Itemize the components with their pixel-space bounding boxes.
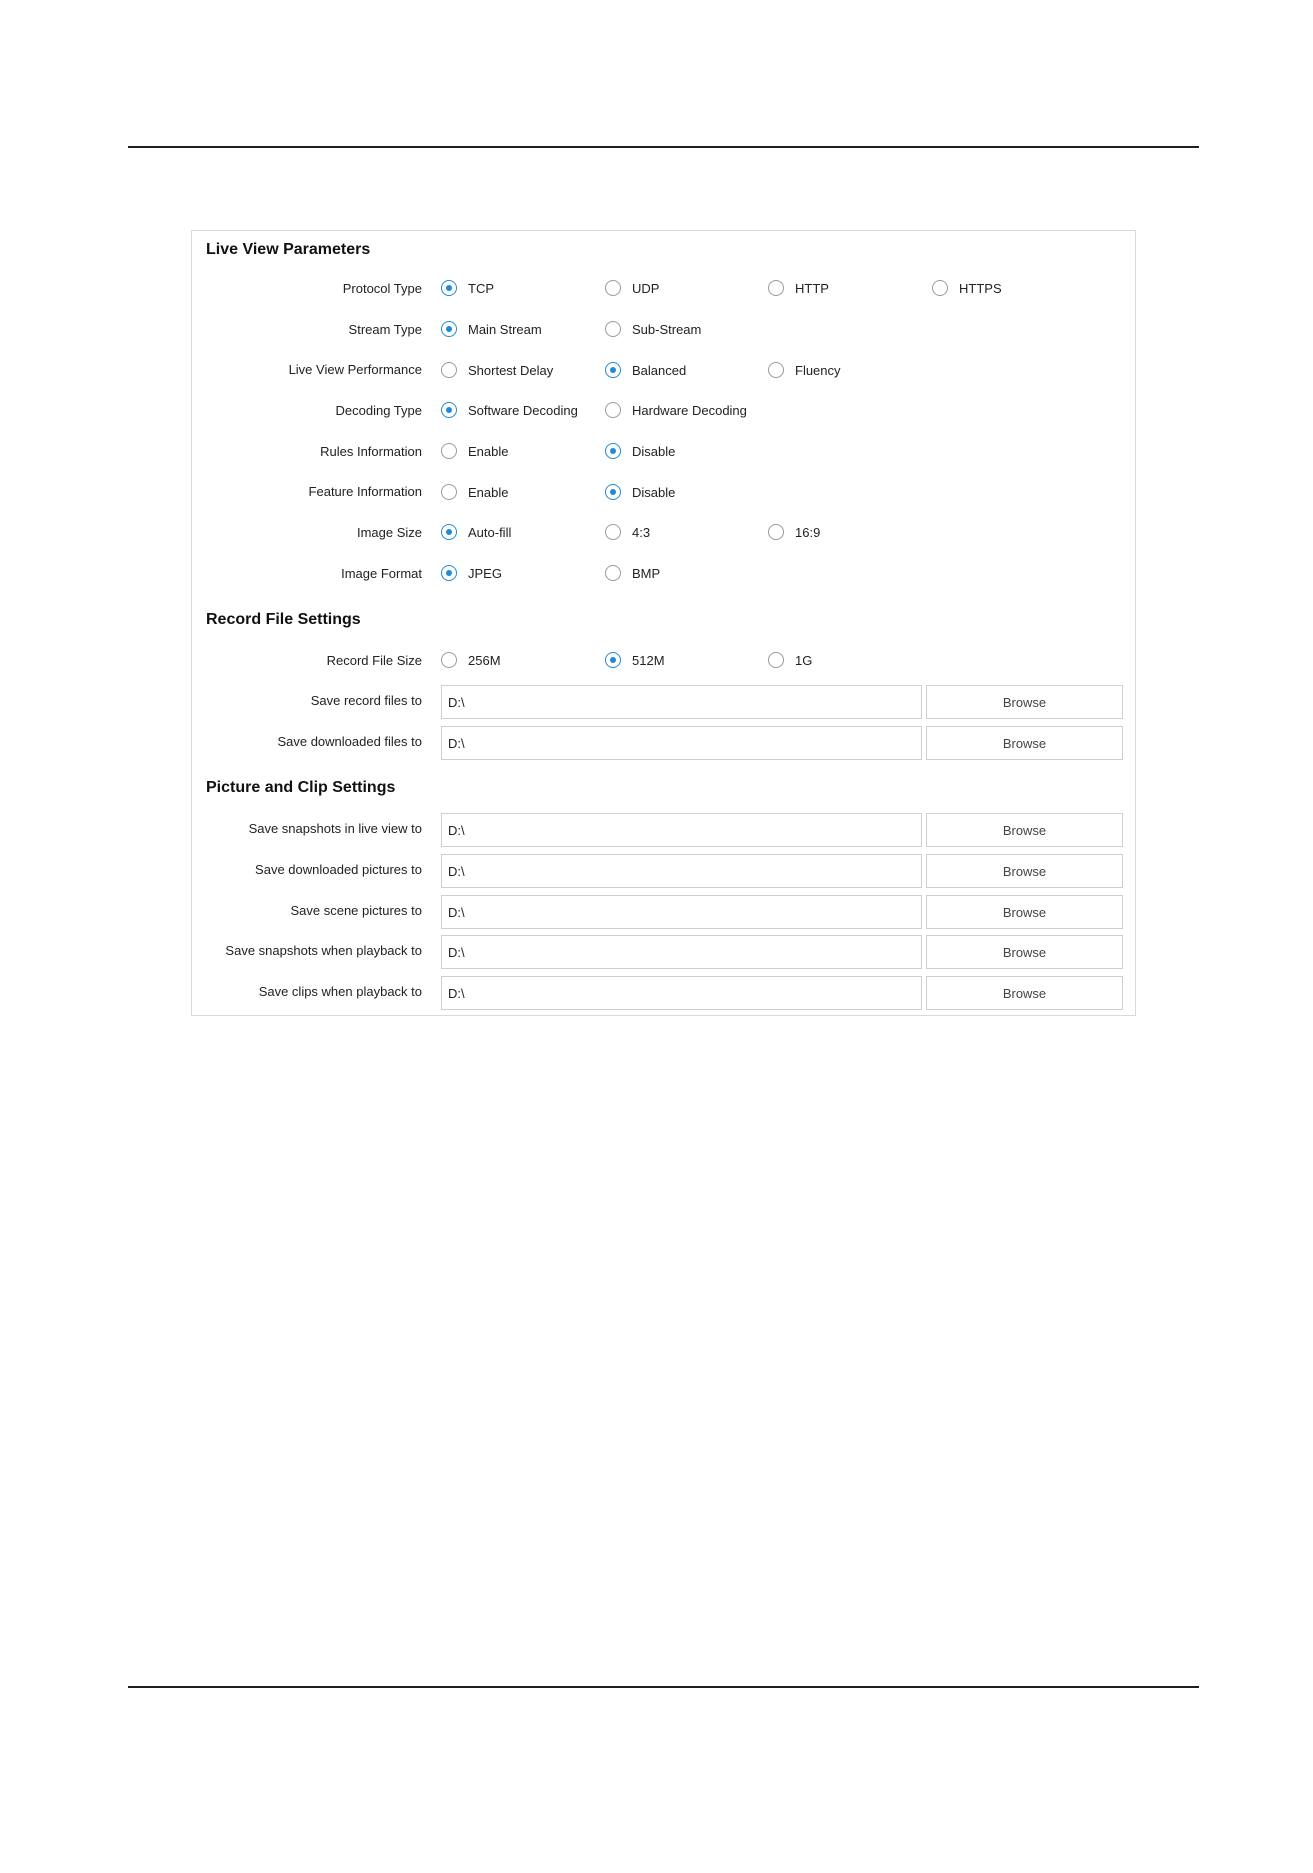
decoding-software-radio[interactable]: Software Decoding (441, 402, 578, 418)
save-clips-playback-browse-button[interactable]: Browse (926, 976, 1123, 1010)
protocol-https-radio[interactable]: HTTPS (932, 280, 1002, 296)
stream-main-radio[interactable]: Main Stream (441, 321, 542, 337)
protocol-http-radio[interactable]: HTTP (768, 280, 829, 296)
radio-unchecked-icon (605, 402, 621, 418)
radio-checked-icon (441, 280, 457, 296)
save-scene-pictures-browse-button[interactable]: Browse (926, 895, 1123, 929)
decoding-type-label: Decoding Type (335, 403, 422, 418)
save-clips-playback-label: Save clips when playback to (258, 984, 422, 999)
rules-information-label: Rules Information (320, 444, 422, 459)
radio-unchecked-icon (605, 280, 621, 296)
record-file-size-label: Record File Size (326, 653, 422, 668)
radio-unchecked-icon (932, 280, 948, 296)
radio-unchecked-icon (768, 524, 784, 540)
save-snapshots-live-view-browse-button[interactable]: Browse (926, 813, 1123, 847)
save-scene-pictures-input[interactable]: D:\ (441, 895, 922, 929)
image-format-jpeg-radio[interactable]: JPEG (441, 565, 502, 581)
image-format-bmp-radio[interactable]: BMP (605, 565, 660, 581)
record-file-section-title: Record File Settings (206, 611, 361, 628)
rules-disable-radio[interactable]: Disable (605, 443, 675, 459)
feature-disable-radio[interactable]: Disable (605, 484, 675, 500)
save-downloaded-pictures-input[interactable]: D:\ (441, 854, 922, 888)
radio-unchecked-icon (441, 484, 457, 500)
protocol-type-label: Protocol Type (342, 281, 422, 296)
performance-balanced-radio[interactable]: Balanced (605, 362, 686, 378)
radio-unchecked-icon (768, 280, 784, 296)
save-snapshots-playback-browse-button[interactable]: Browse (926, 935, 1123, 969)
decoding-hardware-radio[interactable]: Hardware Decoding (605, 402, 747, 418)
save-snapshots-playback-input[interactable]: D:\ (441, 935, 922, 969)
radio-checked-icon (441, 565, 457, 581)
picture-clip-section-title: Picture and Clip Settings (206, 779, 396, 796)
record-size-1g-radio[interactable]: 1G (768, 652, 812, 668)
feature-information-label: Feature Information (308, 484, 422, 499)
radio-unchecked-icon (768, 652, 784, 668)
protocol-tcp-radio[interactable]: TCP (441, 280, 494, 296)
image-size-16-9-radio[interactable]: 16:9 (768, 524, 820, 540)
stream-sub-radio[interactable]: Sub-Stream (605, 321, 701, 337)
save-scene-pictures-label: Save scene pictures to (290, 903, 422, 918)
radio-unchecked-icon (441, 362, 457, 378)
radio-checked-icon (605, 362, 621, 378)
local-settings-panel (191, 230, 1136, 1016)
save-downloaded-files-input[interactable]: D:\ (441, 726, 922, 760)
radio-checked-icon (441, 524, 457, 540)
save-downloaded-files-label: Save downloaded files to (277, 734, 422, 749)
protocol-udp-radio[interactable]: UDP (605, 280, 659, 296)
image-size-label: Image Size (356, 525, 422, 540)
image-size-autofill-radio[interactable]: Auto-fill (441, 524, 511, 540)
radio-checked-icon (605, 484, 621, 500)
save-record-files-browse-button[interactable]: Browse (926, 685, 1123, 719)
radio-unchecked-icon (605, 565, 621, 581)
performance-shortest-delay-radio[interactable]: Shortest Delay (441, 362, 553, 378)
radio-checked-icon (441, 402, 457, 418)
save-downloaded-pictures-browse-button[interactable]: Browse (926, 854, 1123, 888)
header-rule (128, 146, 1199, 148)
radio-checked-icon (605, 443, 621, 459)
feature-enable-radio[interactable]: Enable (441, 484, 508, 500)
save-clips-playback-input[interactable]: D:\ (441, 976, 922, 1010)
performance-fluency-radio[interactable]: Fluency (768, 362, 841, 378)
save-snapshots-live-view-label: Save snapshots in live view to (248, 821, 422, 836)
record-size-512m-radio[interactable]: 512M (605, 652, 665, 668)
save-downloaded-pictures-label: Save downloaded pictures to (255, 862, 422, 877)
save-record-files-label: Save record files to (310, 693, 422, 708)
radio-unchecked-icon (605, 321, 621, 337)
radio-unchecked-icon (441, 443, 457, 459)
stream-type-label: Stream Type (348, 322, 422, 337)
radio-unchecked-icon (768, 362, 784, 378)
live-view-section-title: Live View Parameters (206, 241, 371, 258)
save-snapshots-live-view-input[interactable]: D:\ (441, 813, 922, 847)
rules-enable-radio[interactable]: Enable (441, 443, 508, 459)
radio-checked-icon (605, 652, 621, 668)
radio-checked-icon (441, 321, 457, 337)
radio-unchecked-icon (605, 524, 621, 540)
save-record-files-input[interactable]: D:\ (441, 685, 922, 719)
image-format-label: Image Format (341, 566, 422, 581)
record-size-256m-radio[interactable]: 256M (441, 652, 501, 668)
image-size-4-3-radio[interactable]: 4:3 (605, 524, 650, 540)
live-view-performance-label: Live View Performance (288, 362, 422, 377)
save-snapshots-playback-label: Save snapshots when playback to (225, 943, 422, 958)
footer-rule (128, 1686, 1199, 1688)
save-downloaded-files-browse-button[interactable]: Browse (926, 726, 1123, 760)
radio-unchecked-icon (441, 652, 457, 668)
